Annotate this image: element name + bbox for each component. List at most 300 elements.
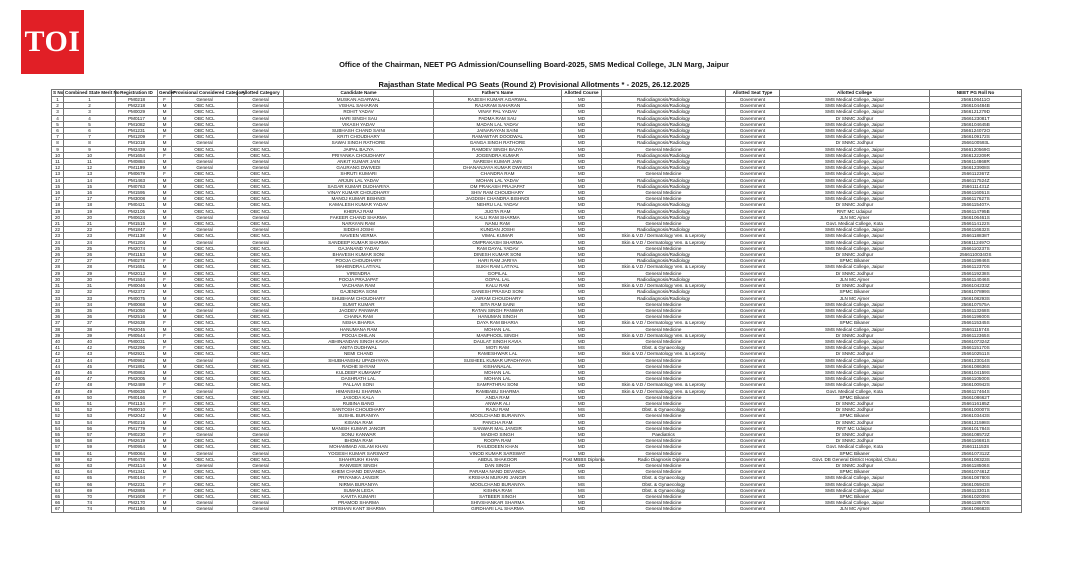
table-cell: 57 xyxy=(64,431,116,437)
table-cell: Obst. & Gynaecology xyxy=(602,487,726,493)
table-cell: 17 xyxy=(64,196,116,202)
table-cell: General Medicine xyxy=(602,419,726,425)
table-cell: SAGAR KUMAR DUDHARIYA xyxy=(284,183,434,189)
table-cell: PM1153 xyxy=(116,252,158,258)
table-cell: SPMC Bikaner xyxy=(780,413,930,419)
table-cell: RANVEER SINGH xyxy=(284,462,434,468)
table-cell: KRISHAN MURARI JANGIR xyxy=(434,475,562,481)
table-cell: 25 xyxy=(52,245,64,251)
table-cell: 2566112497O xyxy=(930,239,1022,245)
table-cell: Government xyxy=(726,289,780,295)
table-cell: MD xyxy=(562,171,602,177)
table-cell: 27 xyxy=(64,258,116,264)
table-cell: 57 xyxy=(52,444,64,450)
table-cell: OMPRAKASH SHARMA xyxy=(434,239,562,245)
table-cell: MS xyxy=(562,475,602,481)
table-cell: OBC NCL xyxy=(172,221,238,227)
table-cell: F xyxy=(158,481,172,487)
table-cell: 2566116185Z xyxy=(930,400,1022,406)
table-cell: F xyxy=(158,152,172,158)
table-cell: PM0954 xyxy=(116,444,158,450)
table-cell: 26 xyxy=(52,252,64,258)
table-cell: 13 xyxy=(64,171,116,177)
table-cell: MD xyxy=(562,190,602,196)
table-cell: M xyxy=(158,202,172,208)
table-cell: Government xyxy=(726,506,780,512)
table-cell: F xyxy=(158,494,172,500)
table-cell: RNT MC Udaipur xyxy=(780,425,930,431)
table-cell: FAKEER CHAND SHARMA xyxy=(284,214,434,220)
table-cell: MD xyxy=(562,276,602,282)
table-cell: General Medicine xyxy=(602,307,726,313)
table-cell: Dr SNMC Jodhpur xyxy=(780,115,930,121)
table-cell: 59 xyxy=(64,444,116,450)
table-cell: General Medicine xyxy=(602,444,726,450)
table-cell: Radiodiagnosis/Radiology xyxy=(602,202,726,208)
table-cell: 34 xyxy=(52,301,64,307)
table-cell: OBC NCL xyxy=(238,283,284,289)
table-cell: OBC NCL xyxy=(172,146,238,152)
table-cell: PM2045 xyxy=(116,326,158,332)
table-cell: M xyxy=(158,338,172,344)
table-cell: OBC NCL xyxy=(238,332,284,338)
table-cell: Radiodiagnosis/Radiology xyxy=(602,208,726,214)
table-cell: 20 xyxy=(64,214,116,220)
table-cell: M xyxy=(158,307,172,313)
table-cell: MS xyxy=(562,487,602,493)
table-cell: PRIYANKA CHOUDHARY xyxy=(284,152,434,158)
table-cell: OBC NCL xyxy=(172,487,238,493)
table-cell: VINAY KUMAR CHOUDHARY xyxy=(284,190,434,196)
table-cell: OBC NCL xyxy=(238,351,284,357)
table-cell: 2 xyxy=(64,103,116,109)
table-cell: Dr SNMC Jodhpur xyxy=(780,140,930,146)
table-cell: OBC NCL xyxy=(238,221,284,227)
table-cell: PM1847 xyxy=(116,227,158,233)
table-cell: MD xyxy=(562,338,602,344)
table-cell: M xyxy=(158,351,172,357)
table-cell: SMS Medical College, Jaipur xyxy=(780,369,930,375)
table-cell: OBC NCL xyxy=(172,376,238,382)
table-cell: PRAMOD SHARMA xyxy=(284,500,434,506)
table-cell: SPMC Bikaner xyxy=(780,450,930,456)
table-cell: OBC NCL xyxy=(172,202,238,208)
table-cell: Government xyxy=(726,456,780,462)
table-cell: 10 xyxy=(52,152,64,158)
table-cell: 40 xyxy=(64,338,116,344)
table-cell: OBC NCL xyxy=(172,177,238,183)
table-cell: PM2865 xyxy=(116,487,158,493)
table-cell: General Medicine xyxy=(602,394,726,400)
table-cell: OBC NCL xyxy=(172,382,238,388)
table-cell: SMS Medical College, Jaipur xyxy=(780,382,930,388)
table-cell: 61 xyxy=(64,450,116,456)
table-cell: 65 xyxy=(64,475,116,481)
table-cell: OBC NCL xyxy=(172,128,238,134)
table-cell: MD xyxy=(562,233,602,239)
table-cell: Government xyxy=(726,196,780,202)
table-cell: JAGDISH CHANDRA BISHNOI xyxy=(434,196,562,202)
table-cell: General xyxy=(172,140,238,146)
column-header: Provisional Considered Category xyxy=(173,90,246,96)
table-cell: MOHAN LAL xyxy=(434,369,562,375)
table-cell: 3 xyxy=(64,109,116,115)
table-cell: M xyxy=(158,326,172,332)
table-cell: Radiodiagnosis/Radiology xyxy=(602,97,726,103)
table-cell: PM0064 xyxy=(116,450,158,456)
table-cell: 62 xyxy=(64,456,116,462)
table-cell: PM1199 xyxy=(116,165,158,171)
table-cell: DAYA RAM BHARIA xyxy=(434,320,562,326)
table-cell: General Medicine xyxy=(602,469,726,475)
table-cell: 43 xyxy=(52,357,64,363)
table-cell: 33 xyxy=(52,295,64,301)
table-cell: 2566123014S xyxy=(930,357,1022,363)
column-header: Registration ID xyxy=(116,90,158,97)
table-cell: 48 xyxy=(52,388,64,394)
table-cell: OBC NCL xyxy=(238,494,284,500)
table-cell: SANDEEP KUMAR SHARMA xyxy=(284,239,434,245)
table-cell: OBC NCL xyxy=(238,425,284,431)
table-cell: 36 xyxy=(64,314,116,320)
table-cell: SMS Medical College, Jaipur xyxy=(780,245,930,251)
table-cell: 2566101784S xyxy=(930,425,1022,431)
table-cell: 19 xyxy=(64,208,116,214)
table-cell: General xyxy=(238,121,284,127)
table-cell: RAMAWTAR DOODWAL xyxy=(434,134,562,140)
table-cell: 1 xyxy=(64,97,116,103)
table-cell: MD xyxy=(562,351,602,357)
column-header: NEET PG Roll No xyxy=(930,90,1022,97)
table-cell: SONU KANWAR xyxy=(284,431,434,437)
table-cell: 2566106461S xyxy=(930,214,1022,220)
table-cell: 29 xyxy=(52,270,64,276)
table-cell: SMS Medical College, Jaipur xyxy=(780,487,930,493)
table-cell: 32 xyxy=(52,289,64,295)
table-cell: General xyxy=(238,109,284,115)
table-cell: Radiodiagnosis/Radiology xyxy=(602,295,726,301)
table-cell: KALU RAM xyxy=(434,283,562,289)
table-cell: Government xyxy=(726,326,780,332)
table-cell: MANPHOOL SINGH xyxy=(434,332,562,338)
table-cell: 1 xyxy=(52,97,64,103)
table-cell: MD xyxy=(562,252,602,258)
table-cell: M xyxy=(158,196,172,202)
table-cell: MD xyxy=(562,376,602,382)
table-cell: 2566111431Z xyxy=(930,183,1022,189)
table-cell: MD xyxy=(562,214,602,220)
table-cell: 74 xyxy=(64,506,116,512)
table-cell: OBC NCL xyxy=(238,177,284,183)
table-cell: GANESH PRASAD SONI xyxy=(434,289,562,295)
table-cell: MOHAN LAL YADAV xyxy=(434,177,562,183)
table-cell: 24 xyxy=(52,239,64,245)
table-cell: 49 xyxy=(52,394,64,400)
document-title: Office of the Chairman, NEET PG Admission/Counselling Board-2025, SMS Medical College, JLN Marg, Jaipur xyxy=(339,60,729,69)
table-cell: OBC NCL xyxy=(238,258,284,264)
table-cell: Govt. DB General District Hospital, Churu xyxy=(780,456,930,462)
table-cell: MD xyxy=(562,146,602,152)
table-cell: 6 xyxy=(52,128,64,134)
table-cell: MS xyxy=(562,481,602,487)
table-cell: PM2042 xyxy=(116,413,158,419)
table-cell: General xyxy=(172,227,238,233)
table-cell: Government xyxy=(726,388,780,394)
table-cell: PM0216 xyxy=(116,419,158,425)
table-cell: PM0544 xyxy=(116,332,158,338)
column-header xyxy=(602,90,726,97)
table-cell: General Medicine xyxy=(602,369,726,375)
table-cell: GOPILAL xyxy=(434,270,562,276)
table-cell: M xyxy=(158,190,172,196)
table-cell: SPMC Bikaner xyxy=(780,394,930,400)
table-cell: ANDA RAM xyxy=(434,394,562,400)
table-cell: General xyxy=(238,103,284,109)
table-cell: 52 xyxy=(64,407,116,413)
table-cell: Government xyxy=(726,369,780,375)
table-cell: MD xyxy=(562,400,602,406)
table-cell: SMS Medical College, Jaipur xyxy=(780,177,930,183)
table-cell: MD xyxy=(562,413,602,419)
table-cell: 64 xyxy=(52,487,64,493)
table-cell: Radiodiagnosis/Radiology xyxy=(602,159,726,165)
table-cell: 32 xyxy=(64,289,116,295)
table-cell: Radio Diagnosis Diploma xyxy=(602,456,726,462)
table-cell: 2566118570S xyxy=(930,500,1022,506)
table-cell: PM0010 xyxy=(116,407,158,413)
table-cell: PM1341 xyxy=(116,469,158,475)
table-cell: OBC NCL xyxy=(238,190,284,196)
table-cell: 31 xyxy=(64,283,116,289)
table-cell: ROOPA RAM xyxy=(434,438,562,444)
table-cell: GAJENDRA SONI xyxy=(284,289,434,295)
table-cell: General xyxy=(172,165,238,171)
table-cell: Government xyxy=(726,214,780,220)
table-cell: M xyxy=(158,183,172,189)
table-cell: VACHANA RAM xyxy=(284,283,434,289)
table-cell: OBC NCL xyxy=(172,289,238,295)
table-cell: SMS Medical College, Jaipur xyxy=(780,190,930,196)
table-cell: OBC NCL xyxy=(238,196,284,202)
table-cell: SPMC Bikaner xyxy=(780,494,930,500)
table-cell: 2566116632S xyxy=(930,227,1022,233)
table-cell: MADHO SINGH xyxy=(434,431,562,437)
table-cell: OBC NCL xyxy=(238,413,284,419)
table-cell: 2566110237S xyxy=(930,245,1022,251)
table-cell: M xyxy=(158,419,172,425)
table-cell: Government xyxy=(726,270,780,276)
table-cell: 65 xyxy=(52,494,64,500)
table-cell: MD xyxy=(562,227,602,233)
table-cell: OBC NCL xyxy=(238,276,284,282)
table-cell: MD xyxy=(562,283,602,289)
table-cell: YOGESH KUMAR SARSWAT xyxy=(284,450,434,456)
table-cell: SMS Medical College, Jaipur xyxy=(780,338,930,344)
table-cell: 17 xyxy=(52,196,64,202)
table-cell: MD xyxy=(562,326,602,332)
table-cell: 2566111574S xyxy=(930,326,1022,332)
column-header: S No xyxy=(53,90,64,96)
table-cell: General xyxy=(238,239,284,245)
table-cell: OBC NCL xyxy=(238,363,284,369)
table-cell: Skin & V.D / Dermatology Ven. & Leprosy xyxy=(602,388,726,394)
table-cell: JAGDEV PANWAR xyxy=(284,307,434,313)
table-cell: General Medicine xyxy=(602,196,726,202)
table-cell: OBC NCL xyxy=(172,152,238,158)
table-cell: Radiodiagnosis/Radiology xyxy=(602,140,726,146)
table-cell: CHAINA RAM xyxy=(284,314,434,320)
table-cell: M xyxy=(158,103,172,109)
table-cell: General Medicine xyxy=(602,376,726,382)
table-cell: MD xyxy=(562,239,602,245)
table-cell: MD xyxy=(562,363,602,369)
table-cell: PRIYANKA JANGIR xyxy=(284,475,434,481)
table-cell: General Medicine xyxy=(602,146,726,152)
table-cell: JLN MC Ajmer xyxy=(780,276,930,282)
table-cell: Skin & V.D / Dermatology Ven. & Leprosy xyxy=(602,233,726,239)
table-cell: JAIPAL BAJYA xyxy=(284,146,434,152)
table-cell: Dr SNMC Jodhpur xyxy=(780,252,930,258)
table-cell: Radiodiagnosis/Radiology xyxy=(602,227,726,233)
table-cell: MD xyxy=(562,159,602,165)
table-cell: 2566124072O xyxy=(930,128,1022,134)
table-cell: General Medicine xyxy=(602,357,726,363)
table-cell: PM1186 xyxy=(116,506,158,512)
table-cell: DINESH KUMAR SONI xyxy=(434,252,562,258)
table-cell: MD xyxy=(562,97,602,103)
table-cell: 23 xyxy=(52,233,64,239)
table-cell: 2566109172S xyxy=(930,134,1022,140)
table-cell: Government xyxy=(726,103,780,109)
table-cell: 54 xyxy=(64,419,116,425)
table-cell: SHUBHAM CHOUDHARY xyxy=(284,295,434,301)
table-cell: 2566100007S xyxy=(930,407,1022,413)
table-cell: M xyxy=(158,208,172,214)
table-cell: 2566114868R xyxy=(930,159,1022,165)
table-cell: MS xyxy=(562,407,602,413)
table-cell: BHAVESH KUMAR SONI xyxy=(284,252,434,258)
table-cell: 14 xyxy=(52,177,64,183)
table-cell: 2566108293S xyxy=(930,295,1022,301)
table-cell: SIDDHI JOSHI xyxy=(284,227,434,233)
table-cell: Radiodiagnosis/Radiology xyxy=(602,276,726,282)
table-cell: NEMI CHAND xyxy=(284,351,434,357)
table-cell: M xyxy=(158,252,172,258)
table-cell: Dr SNMC Jodhpur xyxy=(780,419,930,425)
table-cell: 11 xyxy=(64,159,116,165)
table-cell: PM0230 xyxy=(116,431,158,437)
table-cell: Skin & V.D / Dermatology Ven. & Leprosy xyxy=(602,239,726,245)
table-cell: 28 xyxy=(52,264,64,270)
table-cell: HANUMAN SINGH xyxy=(434,314,562,320)
table-cell: Government xyxy=(726,190,780,196)
table-cell: 38 xyxy=(64,326,116,332)
table-cell: PM1608 xyxy=(116,494,158,500)
table-cell: OBC NCL xyxy=(238,264,284,270)
table-cell: 47 xyxy=(64,376,116,382)
table-cell: Government xyxy=(726,469,780,475)
table-cell: PM2005 xyxy=(116,376,158,382)
table-cell: Government xyxy=(726,413,780,419)
table-cell: SMS Medical College, Jaipur xyxy=(780,128,930,134)
table-cell: PM0278 xyxy=(116,258,158,264)
table-cell: F xyxy=(158,475,172,481)
table-cell: PM0068 xyxy=(116,301,158,307)
table-cell: MD xyxy=(562,202,602,208)
table-cell: 2566105943S xyxy=(930,481,1022,487)
table-cell: 2 xyxy=(52,103,64,109)
table-row xyxy=(52,506,1022,512)
table-cell: RAIUDDEEN KHAN xyxy=(434,444,562,450)
table-cell: KULDEEP KUMAWAT xyxy=(284,369,434,375)
table-cell: MD xyxy=(562,462,602,468)
table-cell: F xyxy=(158,345,172,351)
table-cell: PM0194 xyxy=(116,475,158,481)
table-cell: SHIV RAM CHOUDHARY xyxy=(434,190,562,196)
table-cell: PM0763 xyxy=(116,183,158,189)
table-cell: MOHAN LAL xyxy=(434,376,562,382)
table-cell: BHOMA RAM xyxy=(284,438,434,444)
table-cell: 30 xyxy=(64,276,116,282)
table-cell: M xyxy=(158,128,172,134)
table-cell: VIMAL KUMAR xyxy=(434,233,562,239)
table-cell: SITA RAM SAINI xyxy=(434,301,562,307)
table-cell: MS xyxy=(562,345,602,351)
table-cell: SMS Medical College, Jaipur xyxy=(780,121,930,127)
table-cell: PM0884 xyxy=(116,159,158,165)
table-cell: M xyxy=(158,289,172,295)
table-cell: OBC NCL xyxy=(238,419,284,425)
table-cell: Government xyxy=(726,146,780,152)
table-cell: 31 xyxy=(52,283,64,289)
table-cell: MD xyxy=(562,357,602,363)
table-cell: GAURANG DWIVEDI xyxy=(284,165,434,171)
table-cell: 10 xyxy=(64,152,116,158)
table-cell: 66 xyxy=(52,500,64,506)
table-cell: ABDUL SHAKOOR xyxy=(434,456,562,462)
table-cell: 2566114046S xyxy=(930,276,1022,282)
table-cell: General xyxy=(172,357,238,363)
table-cell: OBC NCL xyxy=(238,345,284,351)
table-cell: 5 xyxy=(64,121,116,127)
table-cell: PM2218 xyxy=(116,103,158,109)
table-cell: M xyxy=(158,363,172,369)
table-cell: SMS Medical College, Jaipur xyxy=(780,109,930,115)
table-cell: M xyxy=(158,239,172,245)
table-cell: M xyxy=(158,214,172,220)
table-cell: PM2429 xyxy=(116,146,158,152)
table-cell: General Medicine xyxy=(602,171,726,177)
table-cell: Government xyxy=(726,208,780,214)
table-cell: 21 xyxy=(64,221,116,227)
table-cell: OBC NCL xyxy=(172,444,238,450)
table-cell: OBC NCL xyxy=(172,475,238,481)
table-cell: MD xyxy=(562,419,602,425)
table-cell: OBC NCL xyxy=(238,475,284,481)
table-cell: VIRENDRA xyxy=(284,270,434,276)
table-cell: 2566112367Z xyxy=(930,171,1022,177)
table-cell: HARI RAM JARIYA xyxy=(434,258,562,264)
table-cell: General xyxy=(238,159,284,165)
table-cell: 21 xyxy=(52,221,64,227)
table-cell: 2566122209R xyxy=(930,152,1022,158)
table-cell: F xyxy=(158,97,172,103)
table-cell: General xyxy=(238,388,284,394)
table-cell: MD xyxy=(562,264,602,270)
table-cell: SMS Medical College, Jaipur xyxy=(780,159,930,165)
table-cell: SHAHRUKH KHAN xyxy=(284,456,434,462)
table-cell: SPMC Bikaner xyxy=(780,320,930,326)
